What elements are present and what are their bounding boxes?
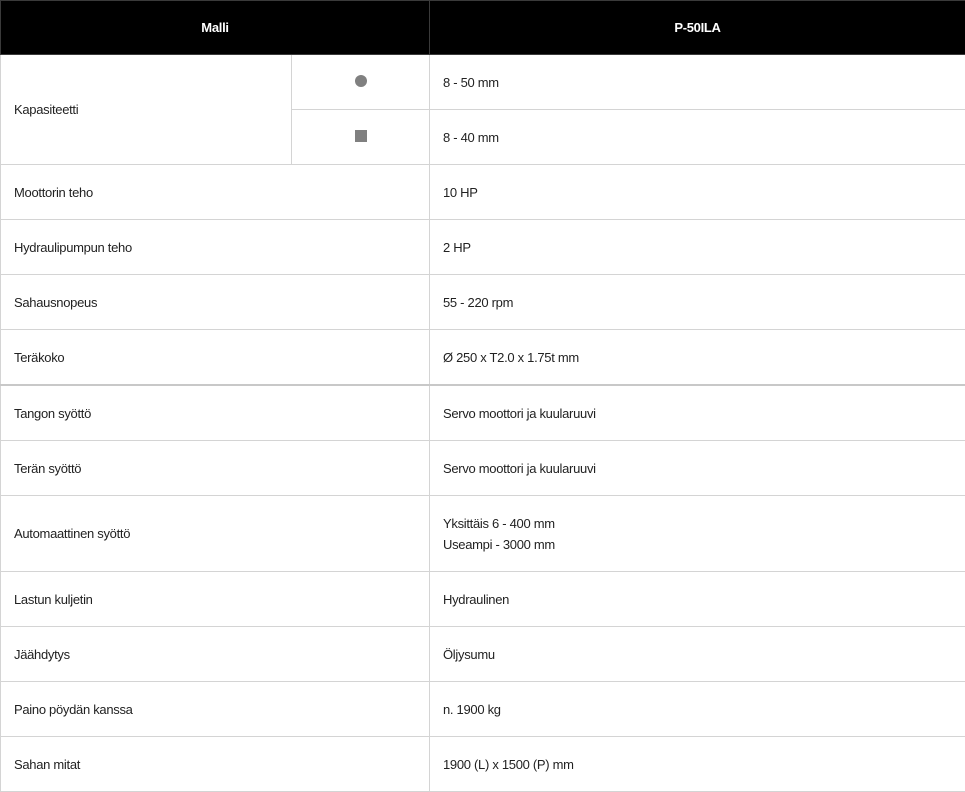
row-label: Jäähdytys bbox=[1, 627, 430, 682]
table-row bbox=[1, 441, 965, 496]
row-label: Paino pöydän kanssa bbox=[1, 682, 430, 737]
square-shape-cell bbox=[292, 110, 430, 165]
auto-feed-value bbox=[430, 496, 965, 572]
row-label: Teräkoko bbox=[1, 330, 430, 386]
table-row bbox=[1, 496, 965, 572]
row-label: Sahausnopeus bbox=[1, 275, 430, 330]
table-row bbox=[1, 220, 965, 275]
capacity-round-value: 8 - 50 mm bbox=[430, 55, 965, 110]
table-row bbox=[1, 55, 965, 110]
table-header-row bbox=[1, 1, 965, 55]
square-icon bbox=[355, 130, 367, 142]
auto-feed-label: Automaattinen syöttö bbox=[1, 496, 430, 572]
table-row bbox=[1, 737, 965, 792]
row-value: Servo moottori ja kuularuuvi bbox=[430, 385, 965, 441]
row-value: 2 HP bbox=[430, 220, 965, 275]
circle-icon bbox=[355, 75, 367, 87]
table-row bbox=[1, 275, 965, 330]
row-value: n. 1900 kg bbox=[430, 682, 965, 737]
row-label: Lastun kuljetin bbox=[1, 572, 430, 627]
auto-feed-line-single: Yksittäis 6 - 400 mm bbox=[443, 513, 952, 534]
row-label: Sahan mitat bbox=[1, 737, 430, 792]
capacity-square-value: 8 - 40 mm bbox=[430, 110, 965, 165]
header-model: P-50ILA bbox=[430, 1, 965, 55]
table-row bbox=[1, 385, 965, 441]
table-row bbox=[1, 682, 965, 737]
header-label: Malli bbox=[1, 1, 430, 55]
row-value: Hydraulinen bbox=[430, 572, 965, 627]
table-row bbox=[1, 572, 965, 627]
row-value: Servo moottori ja kuularuuvi bbox=[430, 441, 965, 496]
row-value: Öljysumu bbox=[430, 627, 965, 682]
row-value: Ø 250 x T2.0 x 1.75t mm bbox=[430, 330, 965, 386]
round-shape-cell bbox=[292, 55, 430, 110]
row-label: Moottorin teho bbox=[1, 165, 430, 220]
table-row bbox=[1, 330, 965, 386]
capacity-label: Kapasiteetti bbox=[1, 55, 292, 165]
row-label: Tangon syöttö bbox=[1, 385, 430, 441]
row-value: 55 - 220 rpm bbox=[430, 275, 965, 330]
row-value: 10 HP bbox=[430, 165, 965, 220]
row-label: Terän syöttö bbox=[1, 441, 430, 496]
row-label: Hydraulipumpun teho bbox=[1, 220, 430, 275]
table-row bbox=[1, 627, 965, 682]
table-row bbox=[1, 165, 965, 220]
auto-feed-line-multi: Useampi - 3000 mm bbox=[443, 534, 952, 555]
row-value: 1900 (L) x 1500 (P) mm bbox=[430, 737, 965, 792]
